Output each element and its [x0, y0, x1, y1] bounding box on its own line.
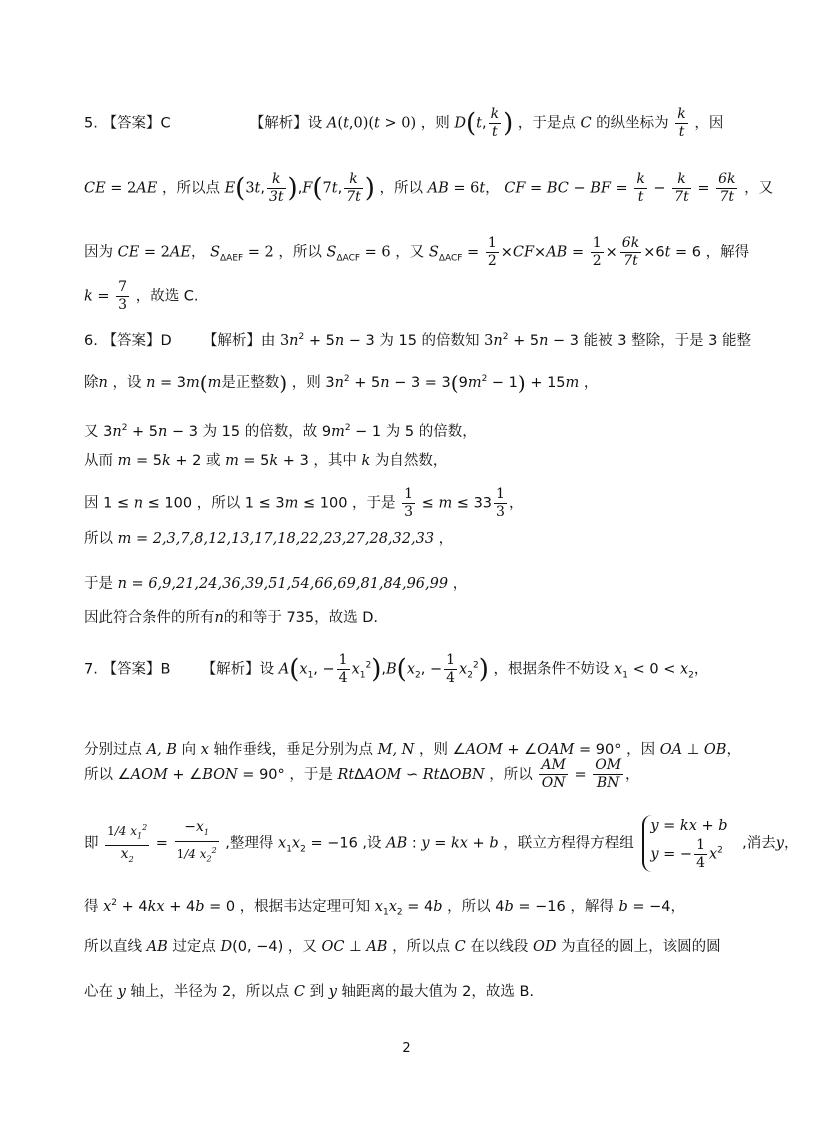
q7-answer: 7. 【答案】B [84, 661, 171, 678]
text: 为 5 的倍数， [385, 423, 477, 440]
text: ，则 [418, 742, 448, 758]
q5-line-1: 5. 【答案】C 【解析】设 A(t,0)(t > 0) ，则 D(t, $\frac{k}{t}$ ) ，于是点 C 的纵坐标为 $\frac{k}{t}$ ，因 [84, 106, 724, 140]
text: ，所以点 [392, 939, 451, 955]
text: 过定点 [172, 939, 216, 955]
text: ，因 [626, 742, 656, 758]
text: 为直径的圆上，该圆的圆 [561, 939, 721, 955]
text: ，所以 [489, 766, 533, 783]
text: ,设 [362, 835, 382, 852]
q7-line-5: 得 $x^2 + 4kx + 4b = 0$ ，根据韦达定理可知 $x_1x_2 = 4b$ ，所以 4b = −16 ，解得 b = −4， [84, 898, 686, 918]
text: 又 [84, 423, 99, 440]
q6-line-2: 除n ，设 n = 3m(m是正整数) ，则 $3n^2 + 5n - 3 = 3(9m^2 - 1) + 15m$ ， [84, 370, 599, 395]
text: 【解析】设 [249, 115, 323, 132]
text: 所以直线 [84, 939, 142, 955]
text: ,整理得 [225, 835, 274, 852]
text: 轴上，半径为 2，所以点 [130, 984, 290, 1000]
text: ，根据韦达定理可知 [239, 898, 371, 915]
text: ，因 [694, 115, 724, 132]
fraction: $\frac{k}{t}$ [490, 106, 500, 140]
text: 在以线段 [470, 939, 529, 955]
text: ，又 [287, 939, 317, 955]
math: A [326, 115, 338, 132]
text: 因为 [84, 244, 113, 261]
text: ，所以 [379, 180, 423, 197]
q6-line-7: 于是 n = 6,9,21,24,36,39,51,54,66,69,81,84,96,99 ， [84, 576, 468, 592]
text: 的和等于 735，故选 D. [223, 610, 379, 626]
q7-line-6: 所以直线 AB 过定点 D(0, −4) ，又 OC ⊥ AB ，所以点 C 在以线段 OD 为直径的圆上，该圆的圆 [84, 939, 721, 955]
text: ,消去 [742, 835, 776, 852]
text: 能被 3 整除，于是 3 能整 [583, 332, 752, 349]
text: 【解析】设 [201, 661, 275, 678]
q7-line-3: 所以 ∠AOM + ∠BON = 90° ，于是 RtΔAOM ∽ RtΔOBN ，所以 $\frac{AM}{ON}$ = $\frac{OM}{BN}$ ， [84, 757, 640, 791]
text: ，则 [291, 374, 321, 391]
text: 所以 [84, 766, 113, 783]
text: 或 [205, 453, 221, 469]
text: ，设 [112, 374, 142, 391]
q5-line-4: k = $\frac{7}{3}$ ，故选 C. [84, 279, 199, 313]
q7-line-4: 即 $\frac{1/4 x_1^2}{x_2}$ = $\frac{-x_1}{1/4 x_2^2}$ ,整理得 $x_1x_2 = -16$ ,设 AB : y = kx + b ，联立方程得方程组 y = kx + b y = − $\frac{1}{4}$ $x^2$ ,消去y， [84, 815, 798, 872]
q5-line-2: CE = 2AE ，所以点 E(3t, $\frac{k}{3t}$ ),F(7t, $\frac{k}{7t}$ ) ，所以 AB = 6t， CF = BC − BF = $\frac{k}{t}$ − $\frac{k}{7t}$ = $\frac{6k}{7t}$ ，又 [84, 171, 774, 205]
text: 分别过点 [84, 742, 142, 758]
text: ，解得 [705, 244, 750, 261]
text: ，其中 [313, 453, 357, 469]
text: ，根据条件不妨设 [493, 661, 610, 678]
text: 为 15 的倍数知 [379, 332, 480, 349]
q6-line-8: 因此符合条件的所有n的和等于 735，故选 D. [84, 610, 379, 626]
text: ，于是点 [517, 115, 576, 132]
text: ，于是 [352, 495, 396, 512]
text: 的纵坐标为 [596, 115, 669, 132]
equation-system: y = kx + b y = − $\frac{1}{4}$ $x^2$ [642, 815, 733, 872]
text: 于是 [84, 576, 113, 592]
q6-line-1: 6. 【答案】D 【解析】由 $3n^2 + 5n - 3$ 为 15 的倍数知 $3n^2 + 5n - 3$ 能被 3 整除，于是 3 能整 [84, 332, 752, 349]
q5-line-3: 因为 CE = 2AE， $S_{\Delta AEF} = 2$ ，所以 $S_{\Delta ACF} = 6$ ，又 $S_{\Delta ACF}$ = $\frac{1}{2}$ ×CF×AB = $\frac{1}{2}$ × $\frac{6k}{7t}$ ×6t = 6 ，解得 [84, 235, 750, 269]
text: ，解得 [570, 898, 614, 915]
text: ，则 [420, 115, 450, 132]
text: ，所以 [447, 898, 491, 915]
text: 因 [84, 495, 99, 512]
q6-line-3: 又 $3n^2 + 5n - 3$ 为 15 的倍数，故 $9m^2 - 1$ 为 5 的倍数， [84, 423, 477, 440]
text: 心在 [84, 984, 113, 1000]
text: 为自然数， [374, 453, 448, 469]
text: 因此符合条件的所有 [84, 610, 215, 626]
text: 即 [84, 835, 99, 852]
text: ，又 [395, 244, 425, 261]
text: 除 [84, 374, 99, 391]
q7-line-1: 7. 【答案】B 【解析】设 $A(x_1$, − $\frac{1}{4}$ $x_1^2),B(x_2$, − $\frac{1}{4}$ $x_2^2$) ，根据条件不妨设 $x_1 < 0 < x_2$， [84, 652, 709, 686]
n-values: n = 6,9,21,24,36,39,51,54,66,69,81,84,96,99 [117, 576, 449, 592]
text: 所以 [84, 531, 113, 547]
fraction: $\frac{k}{t}$ [677, 106, 686, 140]
q5-answer: 5. 【答案】C [84, 115, 171, 132]
q6-line-4: 从而 m = 5k + 2 或 m = 5k + 3 ，其中 k 为自然数， [84, 453, 448, 469]
text: ，故选 C. [135, 288, 199, 305]
text: 从而 [84, 453, 113, 469]
text: 为 15 的倍数，故 [202, 423, 318, 440]
text: ，所以点 [161, 180, 220, 197]
m-values: m = 2,3,7,8,12,13,17,18,22,23,27,28,32,33 [117, 531, 435, 547]
q7-line-2: 分别过点 A, B 向 x 轴作垂线，垂足分别为点 M, N ，则 ∠AOM + ∠OAM = 90° ，因 OA ⊥ OB， [84, 742, 741, 758]
text: 轴距离的最大值为 2，故选 B. [341, 984, 535, 1000]
q6-line-6: 所以 m = 2,3,7,8,12,13,17,18,22,23,27,28,32,33 ， [84, 531, 454, 547]
text: 向 [181, 742, 197, 758]
text: ，联立方程得方程组 [503, 835, 634, 852]
text: 到 [309, 984, 325, 1000]
q6-answer: 6. 【答案】D [84, 332, 172, 349]
text: 轴作垂线，垂足分别为点 [213, 742, 373, 758]
text: ，于是 [289, 766, 333, 783]
q7-line-7: 心在 y 轴上，半径为 2，所以点 C 到 y 轴距离的最大值为 2，故选 B. [84, 984, 535, 1000]
q6-line-5: 因 1 ≤ n ≤ 100 ，所以 1 ≤ 3m ≤ 100 ，于是 $\frac{1}{3}$ ≤ m ≤ 33 $\frac{1}{3}$ ， [84, 486, 524, 520]
text: ，所以 [196, 495, 241, 512]
text: ，又 [744, 180, 774, 197]
text: 【解析】由 [202, 332, 276, 349]
page-number: 2 [402, 1041, 411, 1056]
text: ，所以 [278, 244, 322, 261]
text: 得 [84, 898, 99, 915]
